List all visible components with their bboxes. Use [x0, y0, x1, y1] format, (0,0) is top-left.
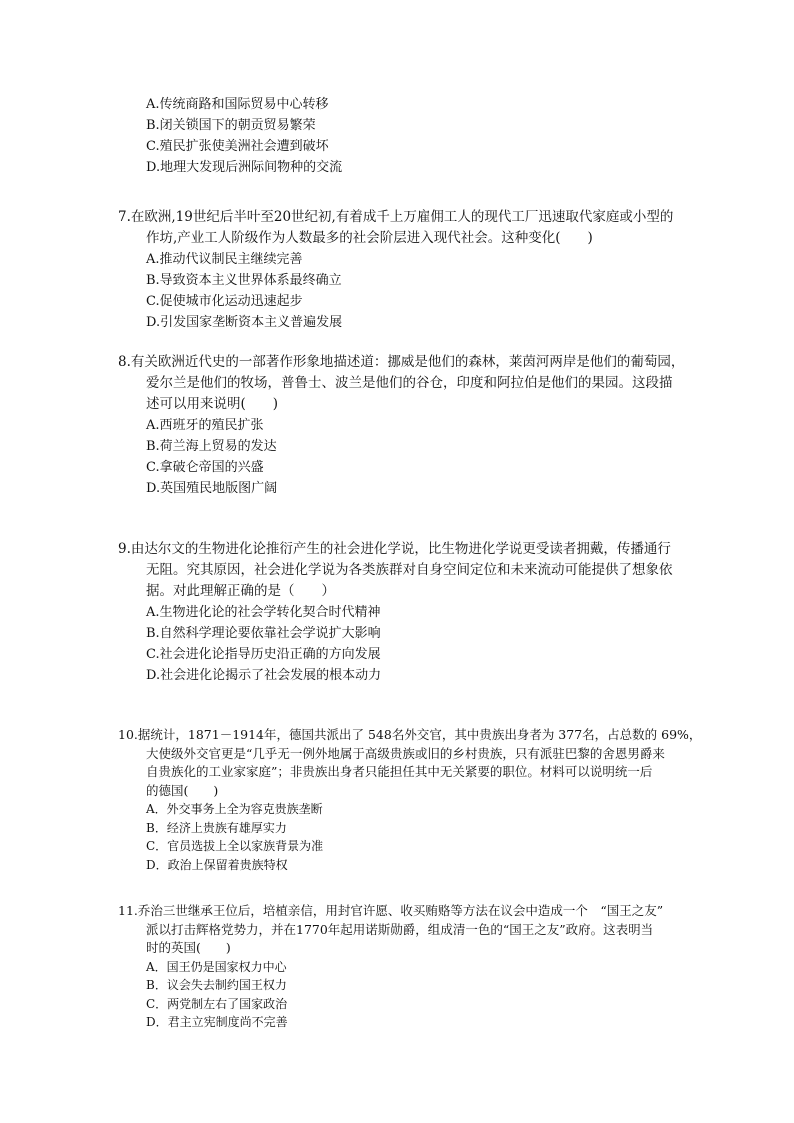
- stem-line: 无阻。究其原因，社会进化学说为各类族群对自身空间定位和未来流动可能提供了想象依: [146, 562, 673, 578]
- stem-line: 时的英国( ): [146, 940, 231, 955]
- option-b[interactable]: B．经济上贵族有雄厚实力: [146, 820, 287, 835]
- option-a[interactable]: A.西班牙的殖民扩张: [146, 418, 264, 433]
- question-6: [118, 94, 708, 178]
- question-10-stem: [118, 726, 702, 800]
- question-11-stem: [118, 902, 678, 958]
- option-d[interactable]: D.地理大发现后洲际间物种的交流: [146, 160, 343, 175]
- option-a[interactable]: A．国王仍是国家权力中心: [146, 959, 287, 974]
- question-6-options: [118, 94, 708, 178]
- stem-line: 10.据统计，1871－1914年，德国共派出了 548名外交官，其中贵族出身者为 377名，占总数的 69%，: [118, 727, 702, 742]
- option-a[interactable]: A.生物进化论的社会学转化契合时代精神: [146, 605, 381, 620]
- option-c[interactable]: C.殖民扩张使美洲社会遭到破坏: [146, 139, 329, 154]
- option-c[interactable]: C.促使城市化运动迅速起步: [146, 294, 303, 309]
- option-d[interactable]: D.引发国家垄断资本主义普遍发展: [146, 315, 343, 330]
- question-11: [118, 902, 678, 1032]
- stem-line: 7.在欧洲,19世纪后半叶至20世纪初,有着成千上万雇佣工人的现代工厂迅速取代家庭或小型的: [118, 209, 674, 225]
- stem-line: 据。对此理解正确的是（ ）: [146, 583, 335, 599]
- question-7: [118, 207, 708, 333]
- question-10: [118, 726, 702, 874]
- question-9-stem: [118, 539, 708, 602]
- stem-line: 爱尔兰是他们的牧场，普鲁士、波兰是他们的谷仓，印度和阿拉伯是他们的果园。这段描: [146, 375, 673, 391]
- option-a[interactable]: A.推动代议制民主继续完善: [146, 252, 303, 267]
- stem-line: 9.由达尔文的生物进化论推衍产生的社会进化学说，比生物进化学说更受读者拥戴，传播通行: [118, 541, 671, 557]
- stem-line: 作坊,产业工人阶级作为人数最多的社会阶层进入现代社会。这种变化( ): [146, 230, 593, 246]
- question-8: [118, 352, 708, 499]
- option-b[interactable]: B.导致资本主义世界体系最终确立: [146, 273, 342, 288]
- question-9-options: [118, 602, 708, 686]
- question-8-stem: [118, 352, 708, 415]
- option-c[interactable]: C．官员选拔上全以家族背景为准: [146, 839, 324, 853]
- option-c[interactable]: C.拿破仑帝国的兴盛: [146, 460, 264, 475]
- option-d[interactable]: D.社会进化论揭示了社会发展的根本动力: [146, 668, 382, 683]
- option-b[interactable]: B.荷兰海上贸易的发达: [146, 439, 277, 454]
- question-9: [118, 539, 708, 686]
- stem-line: 的德国( ): [146, 782, 219, 798]
- stem-line: 8.有关欧洲近代史的一部著作形象地描述道：挪威是他们的森林，莱茵河两岸是他们的葡萄园，: [118, 354, 685, 370]
- stem-line: 自贵族化的工业家家庭”；非贵族出身者只能担任其中无关紧要的职位。材料可以说明统一后: [146, 764, 653, 779]
- option-a[interactable]: A．外交事务上全为容克贵族垄断: [146, 802, 323, 816]
- question-11-options: [118, 958, 678, 1032]
- question-8-options: [118, 415, 708, 499]
- option-d[interactable]: D.英国殖民地版图广阔: [146, 481, 278, 496]
- question-7-stem: [118, 207, 708, 249]
- option-d[interactable]: D．政治上保留着贵族特权: [146, 857, 288, 872]
- stem-line: 11.乔治三世继承王位后，培植亲信，用封官许愿、收买贿赂等方法在议会中造成一个 “国王之友”: [118, 903, 664, 918]
- question-7-options: [118, 249, 708, 333]
- option-a[interactable]: A.传统商路和国际贸易中心转移: [146, 97, 329, 112]
- option-d[interactable]: D．君主立宪制度尚不完善: [146, 1015, 288, 1029]
- option-b[interactable]: B.闭关锁国下的朝贡贸易繁荣: [146, 118, 316, 133]
- question-10-options: [118, 800, 678, 874]
- option-b[interactable]: B.自然科学理论要依靠社会学说扩大影响: [146, 626, 381, 641]
- stem-line: 派以打击辉格党势力，并在1770年起用诺斯勋爵，组成清一色的“国王之友”政府。这表明当: [146, 921, 654, 937]
- option-c[interactable]: C.社会进化论指导历史沿正确的方向发展: [146, 647, 381, 662]
- option-c[interactable]: C．两党制左右了国家政治: [146, 996, 288, 1011]
- stem-line: 述可以用来说明( ): [146, 396, 279, 412]
- option-b[interactable]: B．议会失去制约国王权力: [146, 978, 287, 992]
- stem-line: 大使级外交官更是“几乎无一例外地属于高级贵族或旧的乡村贵族，只有派驻巴黎的舍恩男爵来: [146, 745, 665, 761]
